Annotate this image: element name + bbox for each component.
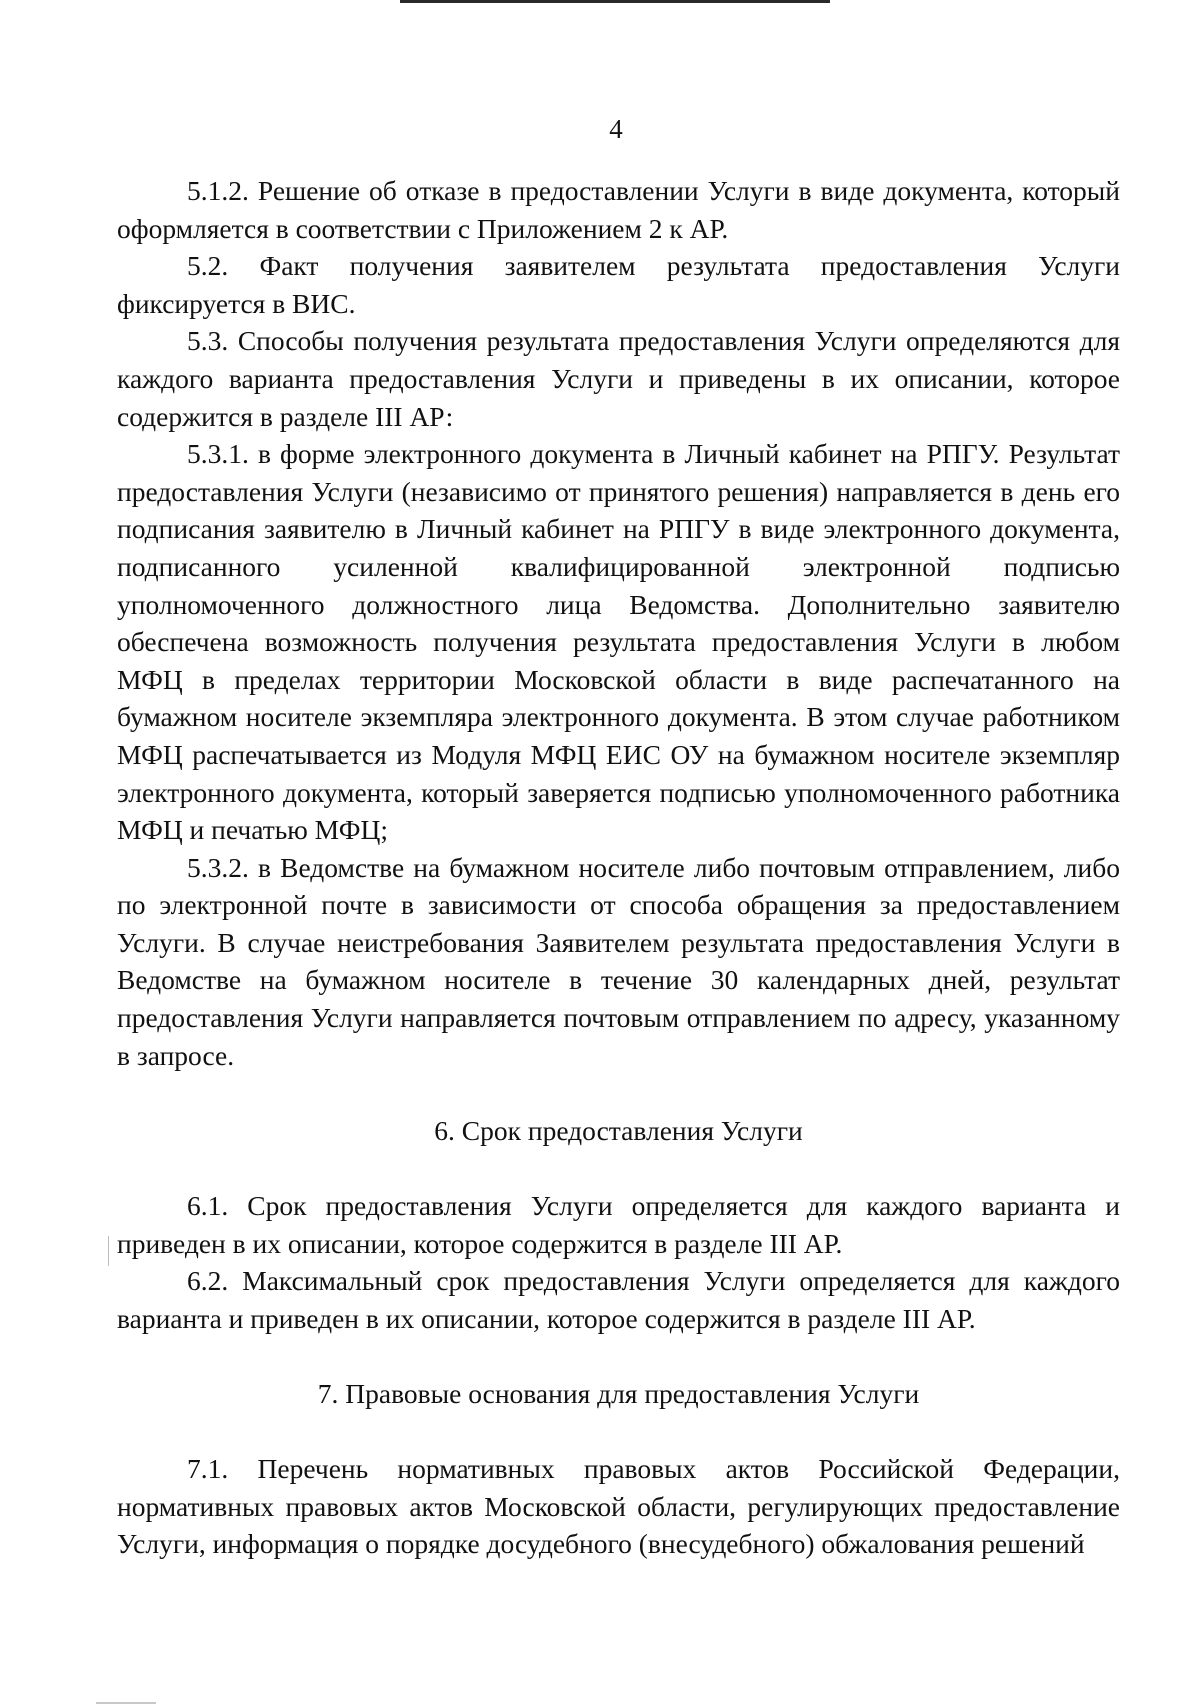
paragraph-5-2: 5.2. Факт получения заявителем результата предоставления Услуги фиксируется в ВИС. bbox=[117, 250, 1120, 319]
scan-margin-mark bbox=[108, 1236, 109, 1266]
paragraph-5-1-2: 5.1.2. Решение об отказе в предоставлении Услуги в виде документа, который оформляется в соответствии с Приложением 2 к АР. bbox=[117, 175, 1120, 244]
page-number: 4 bbox=[609, 114, 623, 144]
section-gap bbox=[117, 1413, 1120, 1451]
section-gap bbox=[117, 1074, 1120, 1112]
section-heading-7: 7. Правовые основания для предоставления Услуги bbox=[317, 1378, 920, 1409]
paragraph-6-1: 6.1. Срок предоставления Услуги определяется для каждого варианта и приведен в их описании, которое содержится в разделе III АР. bbox=[117, 1190, 1120, 1259]
paragraph-5-3-1: 5.3.1. в форме электронного документа в Личный кабинет на РПГУ. Результат предоставления Услуги (независимо от принятого решения) направляется в день его подписания заявителю в Личный кабинет на РПГУ в виде электронного документа, подписанного усиленной квалифицированной электронной подписью уполномоченного должностного лица Ведомства. Дополнительно заявителю обеспечена возможность получения результата предоставления Услуги в любом МФЦ в пределах территории Московской области в виде распечатанного на бумажном носителе экземпляра электронного документа. В этом случае работником МФЦ распечатывается из Модуля МФЦ ЕИС ОУ на бумажном носителе экземпляр электронного документа, который заверяется подписью уполномоченного работника МФЦ и печатью МФЦ; bbox=[117, 438, 1120, 846]
paragraph-6-2: 6.2. Максимальный срок предоставления Услуги определяется для каждого варианта и приведен в их описании, которое содержится в разделе III АР. bbox=[117, 1265, 1120, 1334]
section-gap bbox=[117, 1149, 1120, 1187]
paragraph-5-3-2: 5.3.2. в Ведомстве на бумажном носителе либо почтовым отправлением, либо по электронной почте в зависимости от способа обращения за предоставлением Услуги. В случае неистребования Заявителем результата предоставления Услуги в Ведомстве на бумажном носителе в течение 30 календарных дней, результат предоставления Услуги направляется почтовым отправлением по адресу, указанному в запросе. bbox=[117, 851, 1120, 1071]
scan-edge-line bbox=[400, 0, 830, 3]
paragraph-5-3: 5.3. Способы получения результата предоставления Услуги определяются для каждого варианта предоставления Услуги и приведены в их описании, которое содержится в разделе III АР: bbox=[117, 325, 1120, 432]
paragraph-7-1: 7.1. Перечень нормативных правовых актов Российской Федерации, нормативных правовых актов Московской области, регулирующих предоставление Услуги, информация о порядке досудебного (внесудебного) обжалования решений bbox=[117, 1453, 1120, 1560]
section-gap bbox=[117, 1337, 1120, 1375]
document-body bbox=[117, 172, 1120, 1563]
section-heading-6: 6. Срок предоставления Услуги bbox=[434, 1114, 803, 1146]
